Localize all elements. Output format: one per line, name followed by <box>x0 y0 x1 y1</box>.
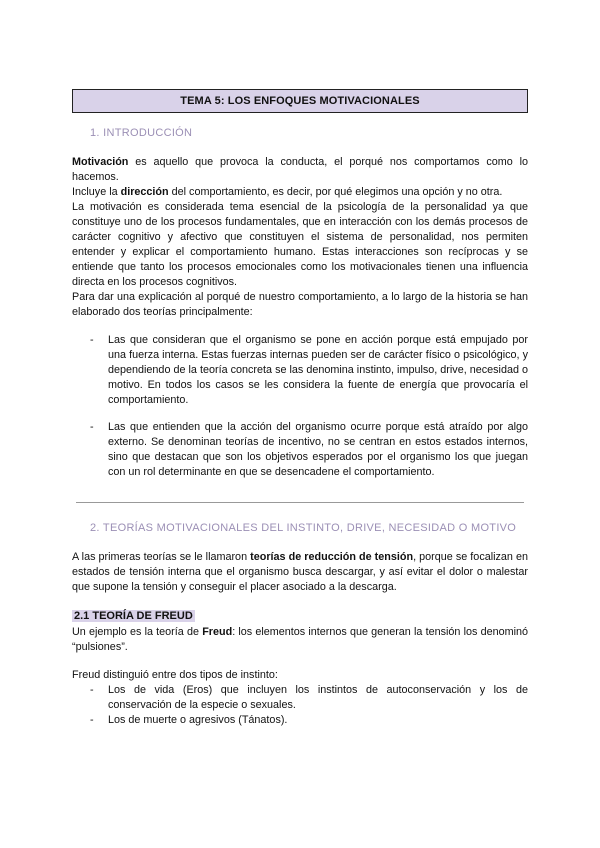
paragraph-freud-pulsiones: Un ejemplo es la teoría de Freud: los elementos internos que generan la tensión los denominó “pulsiones”. <box>72 626 528 653</box>
section-heading-drive: 2. TEORÍAS MOTIVACIONALES DEL INSTINTO, DRIVE, NECESIDAD O MOTIVO <box>90 522 517 534</box>
list-item: - Los de vida (Eros) que incluyen los instintos de autoconservación y los de conservación de la especie o sexuales. <box>90 684 528 711</box>
subsection-heading-freud: 2.1 TEORÍA DE FREUD <box>74 610 193 622</box>
section-heading-intro: 1. INTRODUCCIÓN <box>90 127 193 139</box>
paragraph-motivacion-personalidad: La motivación es considerada tema esencial de la psicología de la personalidad ya que constituye uno de los procesos fundamentales, que en interacción con los demás procesos de carácter cognitivo y afectivo que constituyen el sistema de personalidad, nos permiten entender y explicar el comportamiento humano. Estas interacciones son recíprocas y se entiende que tanto los procesos emocionales como los motivacionales tienen una influencia directa en los procesos cognitivos. <box>72 201 528 288</box>
section-divider <box>76 502 524 503</box>
paragraph-reduccion-tension: A las primeras teorías se le llamaron teorías de reducción de tensión, porque se focalizan en estados de tensión interna que el organismo busca descargar, y así evitar el dolor o malestar que supone la tensión y conseguir el placer asociado a la descarga. <box>72 551 529 593</box>
paragraph-tipos-instinto: Freud distinguió entre dos tipos de instinto: <box>72 669 278 681</box>
page-title: TEMA 5: LOS ENFOQUES MOTIVACIONALES <box>72 89 528 113</box>
paragraph-direccion: Incluye la dirección del comportamiento, es decir, por qué elegimos una opción y no otra. <box>72 186 503 198</box>
paragraph-motivacion-definition: Motivación es aquello que provoca la conducta, el porqué nos comportamos como lo hacemos. <box>72 156 528 183</box>
list-item: - Las que consideran que el organismo se pone en acción porque está empujado por una fuerza interna. Estas fuerzas internas pueden ser de carácter físico o psicológico, y dependiendo de la teoría concreta se las denomina instinto, impulso, drive, necesidad o motivo. En todos los casos se les considera la fuente de energía que provocaría el comportamiento. <box>90 334 528 406</box>
list-item: - Los de muerte o agresivos (Tánatos). <box>90 714 288 726</box>
list-item: - Las que entienden que la acción del organismo ocurre porque está atraído por algo externo. Se denominan teorías de incentivo, no se centran en estos estados internos, sino que destacan que son los objetivos esperados por el organismo los que juegan con un rol determinante en que se desencadene el comportamiento. <box>90 421 528 478</box>
paragraph-dos-teorias: Para dar una explicación al porqué de nuestro comportamiento, a lo largo de la historia se han elaborado dos teorías principalmente: <box>72 291 528 318</box>
